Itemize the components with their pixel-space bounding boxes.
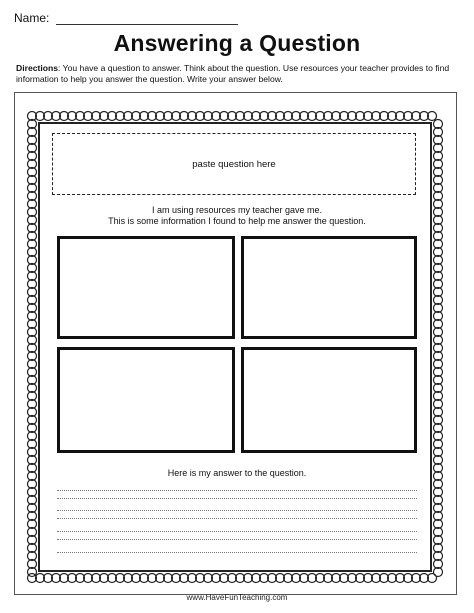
writing-line[interactable] — [57, 539, 417, 540]
info-instructions — [0, 205, 474, 227]
footer-site: www.HaveFunTeaching.com — [186, 593, 288, 602]
info-box-bottom-left[interactable] — [57, 347, 235, 453]
answer-label: Here is my answer to the question. — [167, 468, 307, 478]
writing-line[interactable] — [57, 552, 417, 553]
writing-line[interactable] — [57, 518, 417, 519]
info-box-bottom-right[interactable] — [241, 347, 417, 453]
writing-line[interactable] — [57, 531, 417, 532]
name-label: Name: — [14, 11, 50, 25]
paste-question-label: paste question here — [192, 158, 276, 170]
info-line-1: I am using resources my teacher gave me. — [151, 205, 323, 215]
info-box-top-right[interactable] — [241, 236, 417, 339]
writing-line[interactable] — [57, 490, 417, 491]
info-line-2: This is some information I found to help me answer the question. — [108, 216, 366, 226]
paste-question-box[interactable] — [52, 133, 416, 195]
directions-label: Directions — [16, 63, 59, 73]
writing-line[interactable] — [57, 498, 417, 499]
page-title: Answering a Question — [113, 30, 361, 56]
directions-text: : You have a question to answer. Think about the question. Use resources your teacher provides to find information to help you answer the question. Write your answer below. — [16, 63, 450, 84]
writing-line[interactable] — [57, 510, 417, 511]
info-box-top-left[interactable] — [57, 236, 235, 339]
